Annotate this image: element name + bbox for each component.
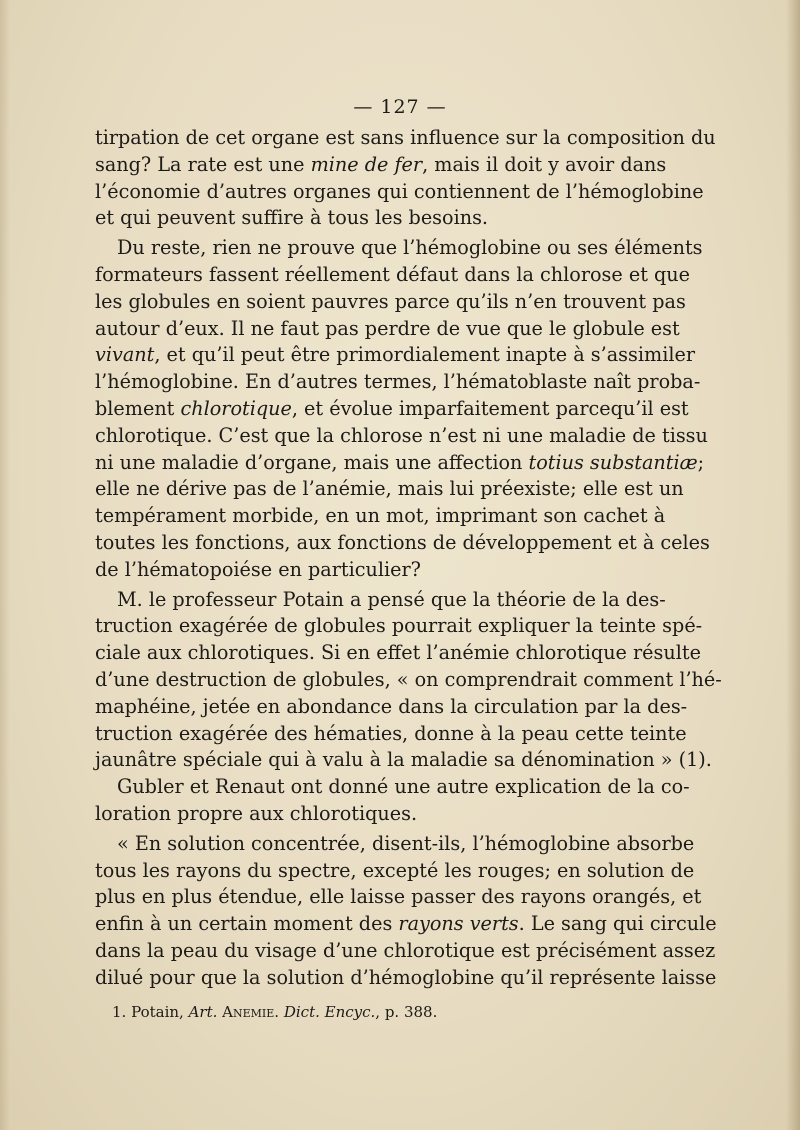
text-line: loration propre aux chlorotiques. [95,801,418,825]
text-line: autour d’eux. Il ne faut pas perdre de vue que le globule est [95,316,680,340]
text-line: « En solution concentrée, disent-ils, l’hémoglobine absorbe [117,831,695,855]
footnote: 1. Potain, Art. Anemie. Dict. Encyc., p. 388. [112,1003,438,1021]
page-edge-right [786,0,800,1130]
text-line: tempérament morbide, en un mot, imprimant son cachet à [95,504,666,528]
text-line: truction exagérée des hématies, donne à la peau cette teinte [95,721,687,745]
text-line: ciale aux chlorotiques. Si en effet l’anémie chlorotique résulte [95,641,701,665]
page-number: — 127 — [353,96,447,118]
text-line: Gubler et Renaut ont donné une autre explication de la co- [117,775,690,799]
text-line: l’économie d’autres organes qui contiennent de l’hémoglobine [95,179,704,203]
text-line: les globules en soient pauvres parce qu’ils n’en trouvent pas [95,289,686,313]
text-line: ni une maladie d’organe, mais une affection totius substantiæ; [95,450,705,474]
text-line: dilué pour que la solution d’hémoglobine qu’il représente laisse [95,965,717,989]
text-line: formateurs fassent réellement défaut dans la chlorose et que [95,262,691,286]
text-line: toutes les fonctions, aux fonctions de développement et à celes [95,530,710,554]
text-line: maphéine, jetée en abondance dans la circulation par la des- [95,694,688,718]
text-line: enfin à un certain moment des rayons verts. Le sang qui circule [95,912,717,936]
text-line: jaunâtre spéciale qui à valu à la maladie sa dénomination » (1). [95,748,712,772]
text-line: elle ne dérive pas de l’anémie, mais lui préexiste; elle est un [95,477,684,501]
text-line: blement chlorotique, et évolue imparfaitement parcequ’il est [95,396,689,420]
text-line: et qui peuvent suffire à tous les besoins. [95,206,489,230]
text-line: l’hémoglobine. En d’autres termes, l’hématoblaste naît proba- [95,370,701,394]
text-line: dans la peau du visage d’une chlorotique est précisément assez [95,938,716,962]
page-edge-left [0,0,10,1130]
text-line: tous les rayons du spectre, excepté les rouges; en solution de [95,858,695,882]
text-line: d’une destruction de globules, « on comprendrait comment l’hé- [95,667,722,691]
text-line: M. le professeur Potain a pensé que la théorie de la des- [117,587,666,611]
text-line: chlorotique. C’est que la chlorose n’est ni une maladie de tissu [95,423,708,447]
text-line: truction exagérée de globules pourrait expliquer la teinte spé- [95,614,703,638]
text-line: de l’hématopoiése en particulier? [95,557,421,581]
body-text [95,125,722,992]
text-line: sang? La rate est une mine de fer, mais il doit y avoir dans [95,152,667,176]
text-line: Du reste, rien ne prouve que l’hémoglobine ou ses éléments [117,236,703,260]
text-line: vivant, et qu’il peut être primordialement inapte à s’assimiler [95,343,696,367]
text-line: plus en plus étendue, elle laisse passer des rayons orangés, et [95,885,702,909]
text-line: tirpation de cet organe est sans influence sur la composition du [95,126,716,149]
